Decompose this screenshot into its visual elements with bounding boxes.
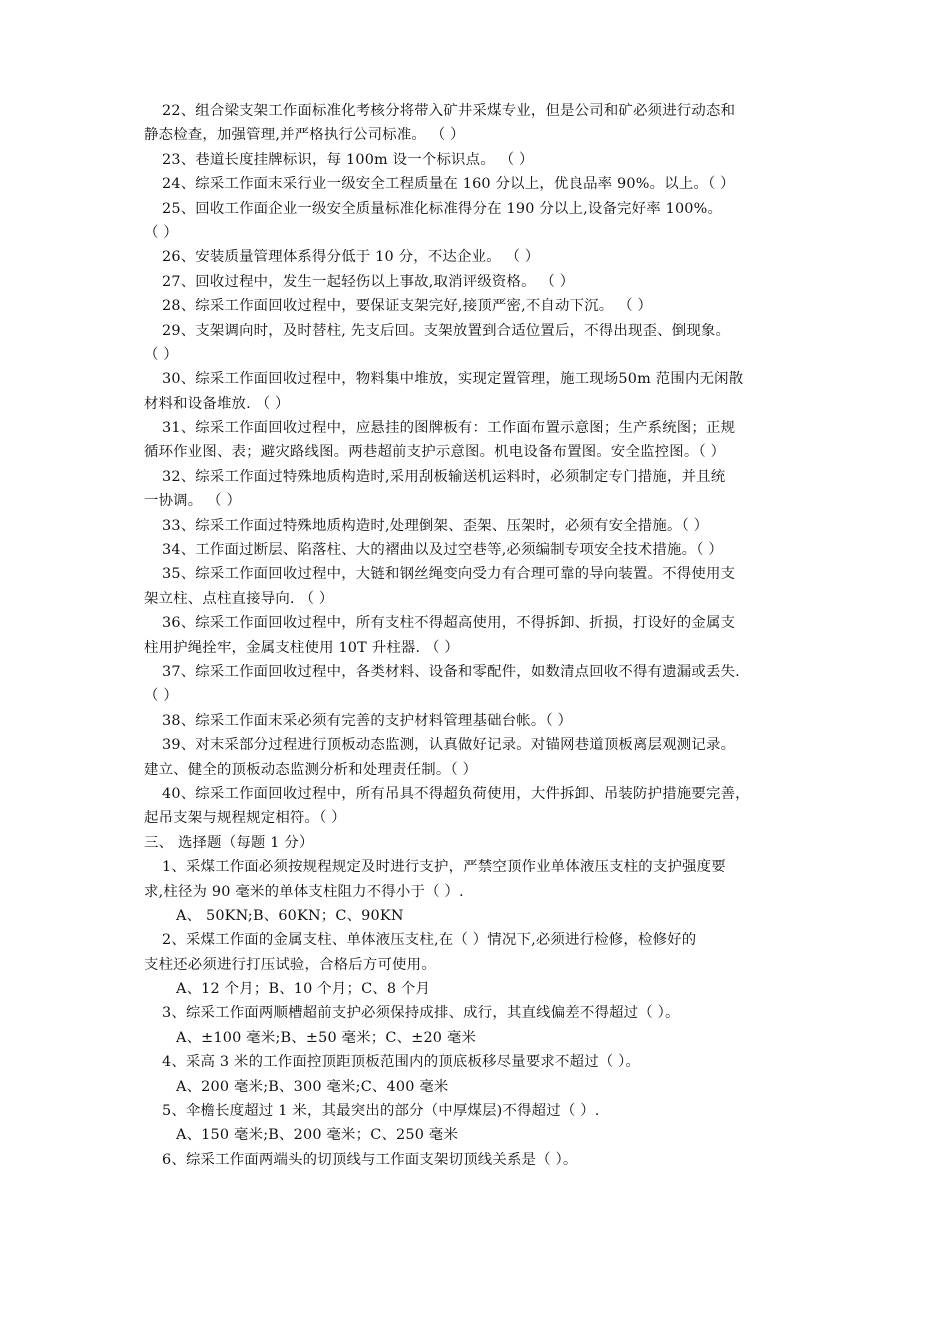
text-line: 37、综采工作面回收过程中，各类材料、设备和零配件，如数清点回收不得有遗漏或丢失.	[162, 663, 740, 680]
text-line: 柱用护绳拴牢，金属支柱使用 10T 升柱器. （ ）	[144, 639, 460, 656]
answer-options: A、200 毫米;B、300 毫米;C、400 毫米	[176, 1078, 449, 1095]
text-line: 28、综采工作面回收过程中，要保证支架完好,接顶严密,不自动下沉。 （ ）	[162, 298, 653, 315]
text-line: （ ）	[144, 346, 178, 363]
text-line: 1、采煤工作面必须按规程规定及时进行支护，严禁空顶作业单体液压支柱的支护强度要	[162, 859, 726, 876]
text-line: 38、综采工作面末采必须有完善的支护材料管理基础台帐。（ ）	[162, 712, 573, 729]
answer-options: A、±100 毫米;B、±50 毫米；C、±20 毫米	[176, 1029, 477, 1046]
text-line: 支柱还必须进行打压试验，合格后方可使用。	[144, 956, 436, 973]
text-line: 32、综采工作面过特殊地质构造时,采用刮板输送机运料时，必须制定专门措施，并且统	[162, 468, 726, 485]
text-line: 36、综采工作面回收过程中，所有支柱不得超高使用，不得拆卸、折损，打设好的金属支	[162, 615, 736, 632]
text-line: 25、回收工作面企业一级安全质量标准化标准得分在 190 分以上,设备完好率 100%。	[162, 200, 723, 217]
text-line: 23、巷道长度挂牌标识，每 100m 设一个标识点。 （ ）	[162, 151, 534, 168]
answer-options: A、 50KN;B、60KN；C、90KN	[176, 907, 404, 924]
text-line: 35、综采工作面回收过程中，大链和钢丝绳变向受力有合理可靠的导向装置。不得使用支	[162, 566, 736, 583]
text-line: 2、采煤工作面的金属支柱、单体液压支柱,在（ ）情况下,必须进行检修，检修好的	[162, 932, 697, 949]
answer-options: A、12 个月；B、10 个月；C、8 个月	[176, 981, 431, 998]
text-line: 一协调。 （ ）	[144, 493, 242, 510]
section-heading: 三、 选择题（每题 1 分）	[144, 834, 314, 851]
text-line: 5、伞檐长度超过 1 米，其最突出的部分（中厚煤层)不得超过（ ）.	[162, 1103, 600, 1120]
text-line: 4、采高 3 米的工作面控顶距顶板范围内的顶底板移尽量要求不超过（ ）。	[162, 1054, 641, 1071]
text-line: 33、综采工作面过特殊地质构造时,处理倒架、歪架、压架时，必须有安全措施。（ ）	[162, 517, 709, 534]
text-line: 循环作业图、表；避灾路线图。两巷超前支护示意图。机电设备布置图。安全监控图。（ ）	[144, 444, 726, 461]
text-line: 求,柱径为 90 毫米的单体支柱阻力不得小于（ ）.	[144, 883, 464, 900]
text-line: 39、对末采部分过程进行顶板动态监测，认真做好记录。对锚网巷道顶板离层观测记录。	[162, 737, 736, 754]
text-line: 建立、健全的顶板动态监测分析和处理责任制。（ ）	[144, 761, 478, 778]
text-line: 29、支架调向时，及时替柱, 先支后回。支架放置到合适位置后，不得出现歪、倒现象。	[162, 322, 731, 339]
text-line: （ ）	[144, 688, 178, 705]
text-line: 40、综采工作面回收过程中，所有吊具不得超负荷使用，大件拆卸、吊装防护措施要完善，	[162, 785, 750, 802]
text-line: 材料和设备堆放. （ ）	[144, 395, 290, 412]
text-line: 26、安装质量管理体系得分低于 10 分，不达企业。 （ ）	[162, 249, 540, 266]
text-line: 22、组合梁支架工作面标准化考核分将带入矿井采煤专业，但是公司和矿必须进行动态和	[162, 103, 736, 119]
answer-options: A、150 毫米;B、200 毫米；C、250 毫米	[176, 1127, 459, 1144]
text-line: 6、综采工作面两端头的切顶线与工作面支架切顶线关系是（ ）。	[162, 1151, 578, 1168]
text-line: 架立柱、点柱直接导向. （ ）	[144, 590, 334, 607]
document-body	[144, 99, 812, 1172]
text-line: 31、综采工作面回收过程中，应悬挂的图牌板有：工作面布置示意图；生产系统图；正规	[162, 420, 736, 437]
text-line: 24、综采工作面末采行业一级安全工程质量在 160 分以上，优良品率 90%。以上。（ ）	[162, 176, 735, 193]
text-line: 3、综采工作面两顺槽超前支护必须保持成排、成行，其直线偏差不得超过（ ）。	[162, 1005, 680, 1022]
text-line: 27、回收过程中，发生一起轻伤以上事故,取消评级资格。 （ ）	[162, 273, 575, 290]
text-line: （ ）	[144, 224, 178, 241]
text-line: 静态检查，加强管理,并严格执行公司标准。 （ ）	[144, 127, 465, 144]
text-line: 34、工作面过断层、陷落柱、大的褶曲以及过空巷等,必须编制专项安全技术措施。（ ）	[162, 542, 723, 559]
text-line: 30、综采工作面回收过程中，物料集中堆放，实现定置管理，施工现场50m 范围内无闲散	[162, 371, 744, 388]
text-line: 起吊支架与规程规定相符。（ ）	[144, 810, 346, 827]
